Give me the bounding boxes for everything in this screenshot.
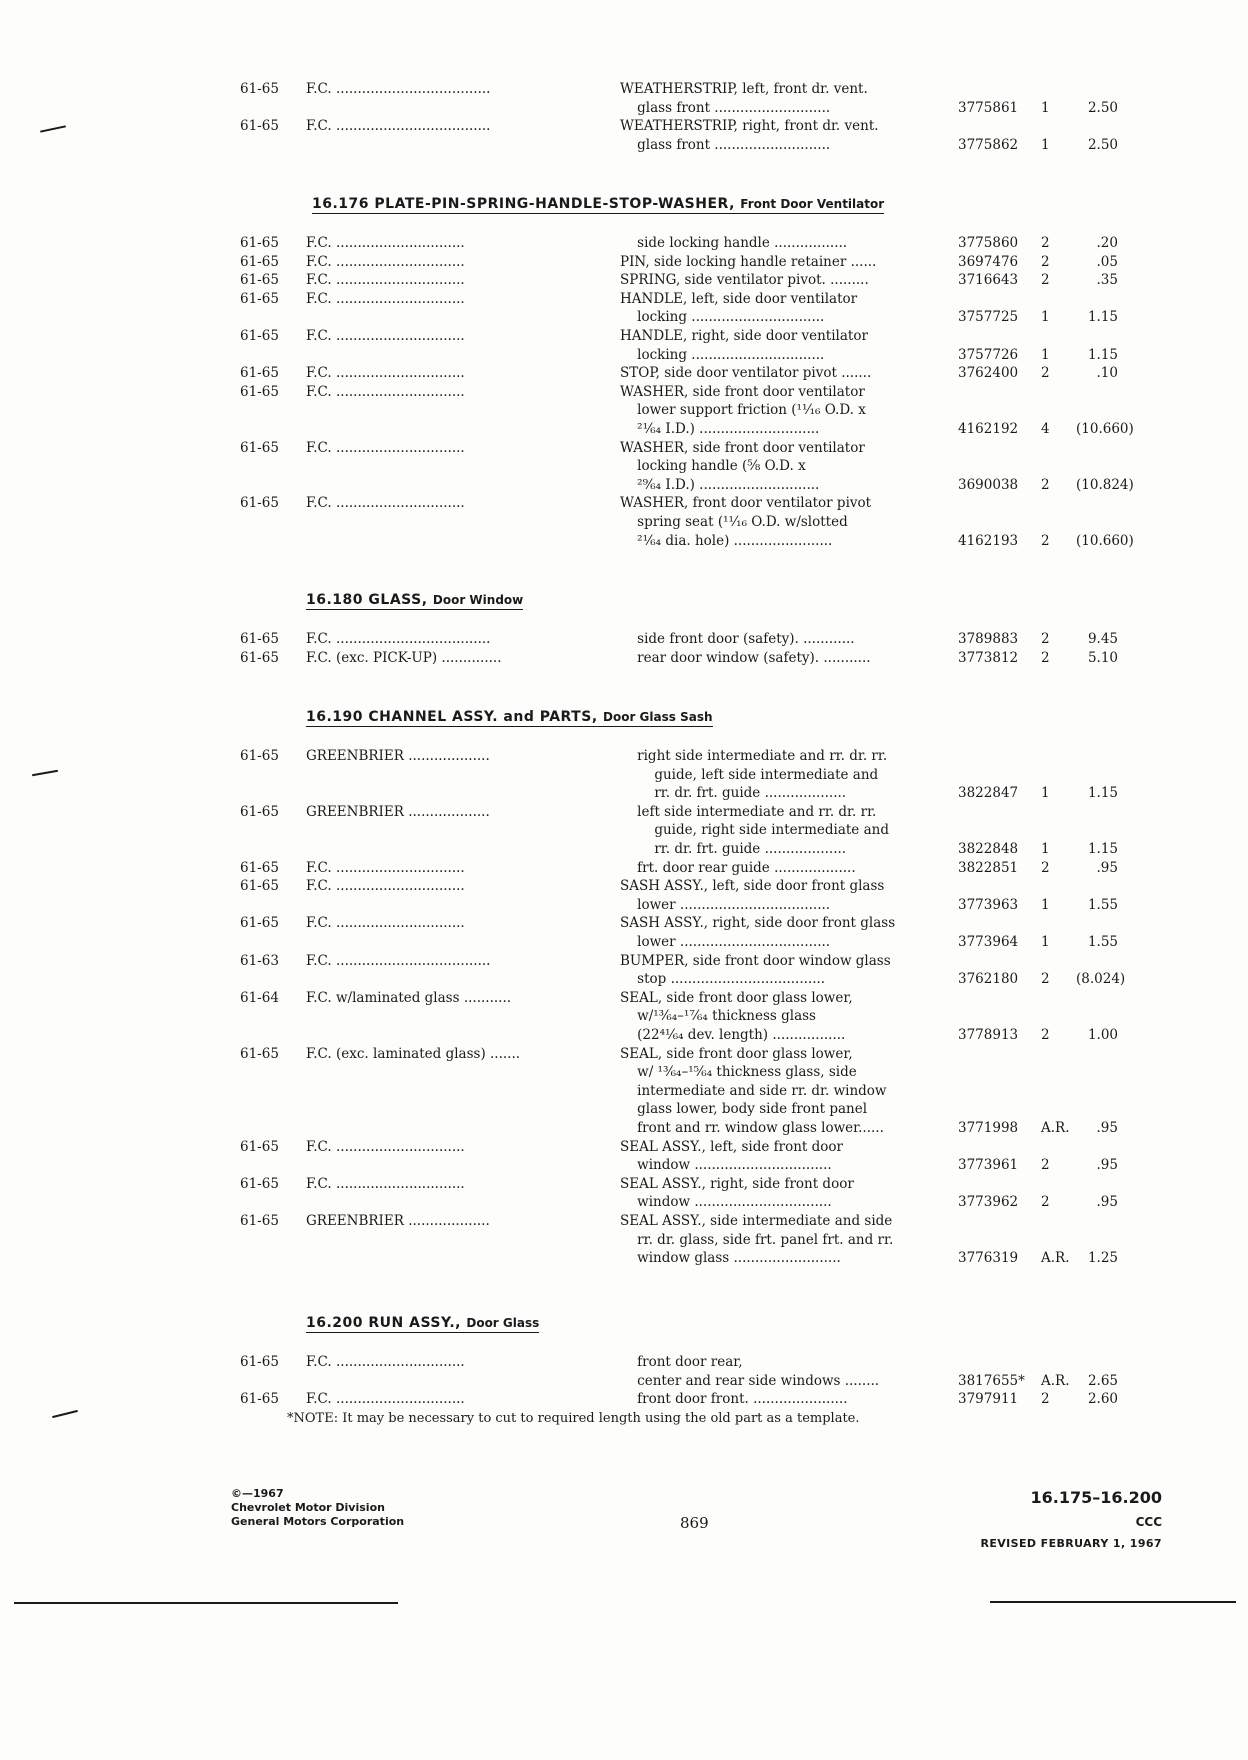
section-range: 16.175–16.200	[1030, 1488, 1162, 1507]
price: 9.45	[1087, 631, 1118, 647]
quantity: 2	[1041, 649, 1050, 666]
model-years: 61-63	[240, 952, 279, 969]
section-range-block	[980, 1488, 1162, 1550]
part-description: HANDLE, left, side door ventilator	[620, 290, 858, 307]
part-description: w/¹³⁄₆₄–¹⁷⁄₆₄ thickness glass	[620, 1008, 816, 1025]
quantity: 1	[1041, 99, 1050, 116]
model-name: F.C. ..............................	[306, 878, 465, 895]
quantity: 2	[1041, 1027, 1050, 1043]
part-number: 3822848	[958, 841, 1019, 857]
price: (10.660)	[1076, 421, 1134, 437]
price: 5.10	[1087, 649, 1118, 666]
part-description: ²¹⁄₆₄ I.D.) ............................	[620, 421, 820, 437]
model-years: 61-65	[240, 878, 279, 895]
model-years: 61-65	[240, 915, 279, 932]
quantity: 2	[1041, 859, 1050, 876]
part-number: 3773961	[958, 1157, 1019, 1174]
quantity: 2	[1041, 1391, 1050, 1408]
model-name: GREENBRIER ...................	[306, 803, 490, 820]
section-heading	[312, 196, 884, 214]
part-description: BUMPER, side front door window glass	[620, 952, 891, 969]
model-years: 61-65	[240, 118, 279, 135]
section-title: GLASS,	[368, 592, 428, 608]
price: 1.15	[1087, 841, 1118, 857]
part-description: SEAL ASSY., left, side front door	[620, 1138, 843, 1155]
part-description: SEAL, side front door glass lower,	[620, 989, 853, 1006]
part-number: 3775860	[958, 235, 1019, 251]
price: 1.15	[1087, 785, 1118, 802]
division-name: Chevrolet Motor Division	[231, 1501, 385, 1514]
part-number: 3817655*	[958, 1372, 1025, 1389]
part-description: SASH ASSY., left, side door front glass	[620, 878, 885, 895]
quantity: A.R.	[1041, 1120, 1070, 1136]
part-description: right side intermediate and rr. dr. rr.	[620, 748, 888, 764]
part-description: intermediate and side rr. dr. window	[620, 1082, 887, 1099]
quantity: A.R.	[1041, 1250, 1070, 1267]
price: .35	[1096, 272, 1118, 289]
quantity: 1	[1041, 785, 1050, 802]
price: 1.55	[1087, 934, 1118, 950]
price: 1.25	[1087, 1250, 1118, 1267]
quantity: 2	[1041, 272, 1050, 289]
part-description: guide, left side intermediate and	[620, 766, 879, 783]
part-number: 3773964	[958, 934, 1019, 950]
price: 2.60	[1087, 1391, 1118, 1408]
part-description: window ................................	[620, 1194, 832, 1211]
part-description: window ................................	[620, 1157, 832, 1174]
model-name: F.C. ....................................	[306, 631, 491, 647]
section-number: 16.190	[306, 709, 364, 725]
margin-mark	[40, 125, 66, 132]
quantity: 2	[1041, 971, 1050, 988]
price: (10.660)	[1076, 532, 1134, 549]
model-years: 61-65	[240, 1354, 279, 1370]
part-description: locking handle (⅝ O.D. x	[620, 458, 806, 475]
quantity: 1	[1041, 346, 1050, 363]
part-description: glass front ...........................	[620, 99, 831, 116]
part-description: WASHER, side front door ventilator	[620, 383, 865, 400]
model-name: F.C. ....................................	[306, 118, 491, 135]
part-number: 3762180	[958, 971, 1019, 988]
part-description: SEAL, side front door glass lower,	[620, 1045, 853, 1062]
model-name: F.C. ..............................	[306, 290, 465, 307]
model-years: 61-65	[240, 1213, 279, 1229]
section-heading	[306, 592, 523, 610]
quantity: 2	[1041, 631, 1050, 647]
part-description: ²⁹⁄₆₄ I.D.) ............................	[620, 476, 820, 493]
model-years: 61-64	[240, 989, 279, 1006]
quantity: A.R.	[1041, 1372, 1070, 1389]
footnote: *NOTE: It may be necessary to cut to required length using the old part as a template.	[287, 1410, 860, 1426]
model-name: F.C. ..............................	[306, 272, 465, 289]
quantity: 2	[1041, 253, 1050, 270]
price: 1.15	[1087, 309, 1118, 326]
model-years: 61-65	[240, 1138, 279, 1155]
part-description: HANDLE, right, side door ventilator	[620, 328, 868, 344]
quantity: 2	[1041, 1194, 1050, 1211]
model-years: 61-65	[240, 365, 279, 382]
part-number: 3690038	[958, 476, 1019, 493]
part-description: side front door (safety). ............	[620, 631, 855, 647]
part-number: 3773812	[958, 649, 1019, 666]
part-description: SEAL ASSY., right, side front door	[620, 1175, 854, 1192]
section-heading	[306, 1315, 539, 1333]
model-years: 61-65	[240, 495, 279, 512]
model-name: F.C. ..............................	[306, 439, 465, 456]
price: .95	[1096, 1120, 1118, 1136]
model-name: F.C. ..............................	[306, 915, 465, 932]
quantity: 2	[1041, 365, 1050, 382]
part-description: frt. door rear guide ...................	[620, 859, 856, 876]
section-subtitle: Front Door Ventilator	[740, 197, 885, 211]
part-description: guide, right side intermediate and	[620, 822, 889, 839]
quantity: 2	[1041, 532, 1050, 549]
part-number: 3822847	[958, 785, 1019, 802]
part-number: 3797911	[958, 1391, 1019, 1408]
model-years: 61-65	[240, 1175, 279, 1192]
model-years: 61-65	[240, 859, 279, 876]
part-description: SASH ASSY., right, side door front glass	[620, 915, 896, 932]
part-description: front door rear,	[620, 1354, 743, 1370]
part-description: left side intermediate and rr. dr. rr.	[620, 803, 877, 820]
section-subtitle: Door Window	[432, 593, 524, 607]
model-years: 61-65	[240, 649, 279, 666]
model-years: 61-65	[240, 253, 279, 270]
section-number: 16.176	[312, 196, 370, 212]
price: 1.15	[1087, 346, 1118, 363]
part-description: lower ...................................	[620, 934, 831, 950]
price: (8.024)	[1076, 971, 1126, 988]
price: .95	[1096, 1157, 1118, 1174]
quantity: 1	[1041, 841, 1050, 857]
model-years: 61-65	[240, 803, 279, 820]
part-description: spring seat (¹¹⁄₁₆ O.D. w/slotted	[620, 514, 848, 530]
part-number: 3771998	[958, 1120, 1019, 1136]
part-description: STOP, side door ventilator pivot .......	[620, 365, 872, 382]
model-name: F.C. ..............................	[306, 1354, 465, 1370]
margin-mark	[52, 1410, 78, 1418]
part-description: WEATHERSTRIP, right, front dr. vent.	[620, 118, 879, 135]
quantity: 1	[1041, 934, 1050, 950]
catalog-code: CCC	[1135, 1515, 1162, 1529]
copyright: ©—1967	[231, 1487, 284, 1500]
revision-date: REVISED FEBRUARY 1, 1967	[980, 1537, 1162, 1550]
price: .05	[1096, 253, 1118, 270]
quantity: 2	[1041, 235, 1050, 251]
bottom-rule-left	[14, 1602, 398, 1604]
price: 1.00	[1087, 1027, 1118, 1043]
quantity: 2	[1041, 1157, 1050, 1174]
section-title: CHANNEL ASSY. and PARTS,	[368, 709, 598, 725]
model-name: F.C. ..............................	[306, 1391, 465, 1408]
part-number: 3773963	[958, 896, 1019, 913]
model-years: 61-65	[240, 383, 279, 400]
price: .95	[1096, 1194, 1118, 1211]
model-years: 61-65	[240, 631, 279, 647]
part-description: rr. dr. glass, side frt. panel frt. and rr.	[620, 1231, 894, 1248]
part-description: PIN, side locking handle retainer ......	[620, 253, 877, 270]
part-number: 3762400	[958, 365, 1019, 382]
part-number: 3757726	[958, 346, 1019, 363]
price: .10	[1096, 365, 1118, 382]
corporation-name: General Motors Corporation	[231, 1515, 405, 1528]
part-number: 3775862	[958, 136, 1019, 153]
part-number: 3773962	[958, 1194, 1019, 1211]
model-years: 61-65	[240, 290, 279, 307]
part-number: 3822851	[958, 859, 1019, 876]
part-description: front and rr. window glass lower......	[620, 1120, 884, 1136]
model-name: F.C. ..............................	[306, 235, 465, 251]
page-number: 869	[680, 1514, 709, 1532]
part-number: 4162193	[958, 532, 1019, 549]
section-title: PLATE-PIN-SPRING-HANDLE-STOP-WASHER,	[374, 196, 735, 212]
part-description: locking ...............................	[620, 309, 825, 326]
model-name: F.C. ..............................	[306, 383, 465, 400]
part-description: side locking handle .................	[620, 235, 848, 251]
part-description: lower ...................................	[620, 896, 831, 913]
part-description: locking ...............................	[620, 346, 825, 363]
section-number: 16.200	[306, 1315, 364, 1331]
quantity: 1	[1041, 309, 1050, 326]
part-description: WASHER, side front door ventilator	[620, 439, 865, 456]
model-years: 61-65	[240, 81, 279, 97]
section-subtitle: Door Glass	[466, 1316, 540, 1330]
model-name: F.C. ..............................	[306, 365, 465, 382]
part-description: WEATHERSTRIP, left, front dr. vent.	[620, 81, 868, 97]
model-name: GREENBRIER ...................	[306, 748, 490, 764]
part-description: rr. dr. frt. guide ...................	[620, 841, 847, 857]
part-description: w/ ¹³⁄₆₄–¹⁵⁄₆₄ thickness glass, side	[620, 1064, 857, 1081]
part-number: 3716643	[958, 272, 1019, 289]
quantity: 2	[1041, 476, 1050, 493]
publisher-block	[231, 1487, 404, 1529]
model-name: F.C. ..............................	[306, 1175, 465, 1192]
part-description: front door front. ......................	[620, 1391, 848, 1408]
model-name: F.C. ....................................	[306, 81, 491, 97]
part-description: ²¹⁄₆₄ dia. hole) .......................	[620, 532, 833, 549]
part-description: window glass .........................	[620, 1250, 841, 1267]
part-description: lower support friction (¹¹⁄₁₆ O.D. x	[620, 402, 866, 419]
part-description: center and rear side windows ........	[620, 1372, 880, 1389]
quantity: 1	[1041, 896, 1050, 913]
model-name: F.C. ....................................	[306, 952, 491, 969]
model-name: F.C. ..............................	[306, 859, 465, 876]
section-number: 16.180	[306, 592, 364, 608]
part-description: stop ....................................	[620, 971, 826, 988]
part-description: rear door window (safety). ...........	[620, 649, 871, 666]
model-years: 61-65	[240, 235, 279, 251]
section-title: RUN ASSY.,	[368, 1315, 461, 1331]
quantity: 4	[1041, 421, 1050, 437]
part-number: 3775861	[958, 99, 1019, 116]
model-name: F.C. (exc. laminated glass) .......	[306, 1045, 521, 1062]
model-name: F.C. ..............................	[306, 328, 465, 344]
part-number: 3789883	[958, 631, 1019, 647]
part-description: rr. dr. frt. guide ...................	[620, 785, 847, 802]
price: .95	[1096, 859, 1118, 876]
model-years: 61-65	[240, 1045, 279, 1062]
model-name: F.C. ..............................	[306, 1138, 465, 1155]
margin-mark	[32, 770, 58, 776]
part-description: glass front ...........................	[620, 136, 831, 153]
price: (10.824)	[1076, 476, 1134, 493]
model-name: F.C. (exc. PICK-UP) ..............	[306, 649, 502, 666]
bottom-rule-right	[990, 1601, 1236, 1603]
part-number: 3757725	[958, 309, 1019, 326]
price: 2.50	[1087, 99, 1118, 116]
part-description: SPRING, side ventilator pivot. .........	[620, 272, 869, 289]
model-name: F.C. ..............................	[306, 253, 465, 270]
price: 2.50	[1087, 136, 1118, 153]
part-description: WASHER, front door ventilator pivot	[620, 495, 872, 512]
model-name: GREENBRIER ...................	[306, 1213, 490, 1229]
quantity: 1	[1041, 136, 1050, 153]
model-years: 61-65	[240, 272, 279, 289]
price: .20	[1096, 235, 1118, 251]
model-years: 61-65	[240, 439, 279, 456]
model-years: 61-65	[240, 1391, 279, 1408]
part-number: 3778913	[958, 1027, 1019, 1043]
model-years: 61-65	[240, 328, 279, 344]
section-subtitle: Door Glass Sash	[603, 710, 713, 724]
model-name: F.C. ..............................	[306, 495, 465, 512]
model-name: F.C. w/laminated glass ...........	[306, 989, 512, 1006]
part-number: 3697476	[958, 253, 1019, 270]
part-description: (22⁴¹⁄₆₄ dev. length) .................	[620, 1027, 846, 1043]
part-description: glass lower, body side front panel	[620, 1101, 868, 1118]
part-number: 4162192	[958, 421, 1019, 437]
price: 1.55	[1087, 896, 1118, 913]
section-heading	[306, 709, 713, 727]
part-number: 3776319	[958, 1250, 1019, 1267]
price: 2.65	[1087, 1372, 1118, 1389]
part-description: SEAL ASSY., side intermediate and side	[620, 1213, 893, 1229]
model-years: 61-65	[240, 748, 279, 764]
